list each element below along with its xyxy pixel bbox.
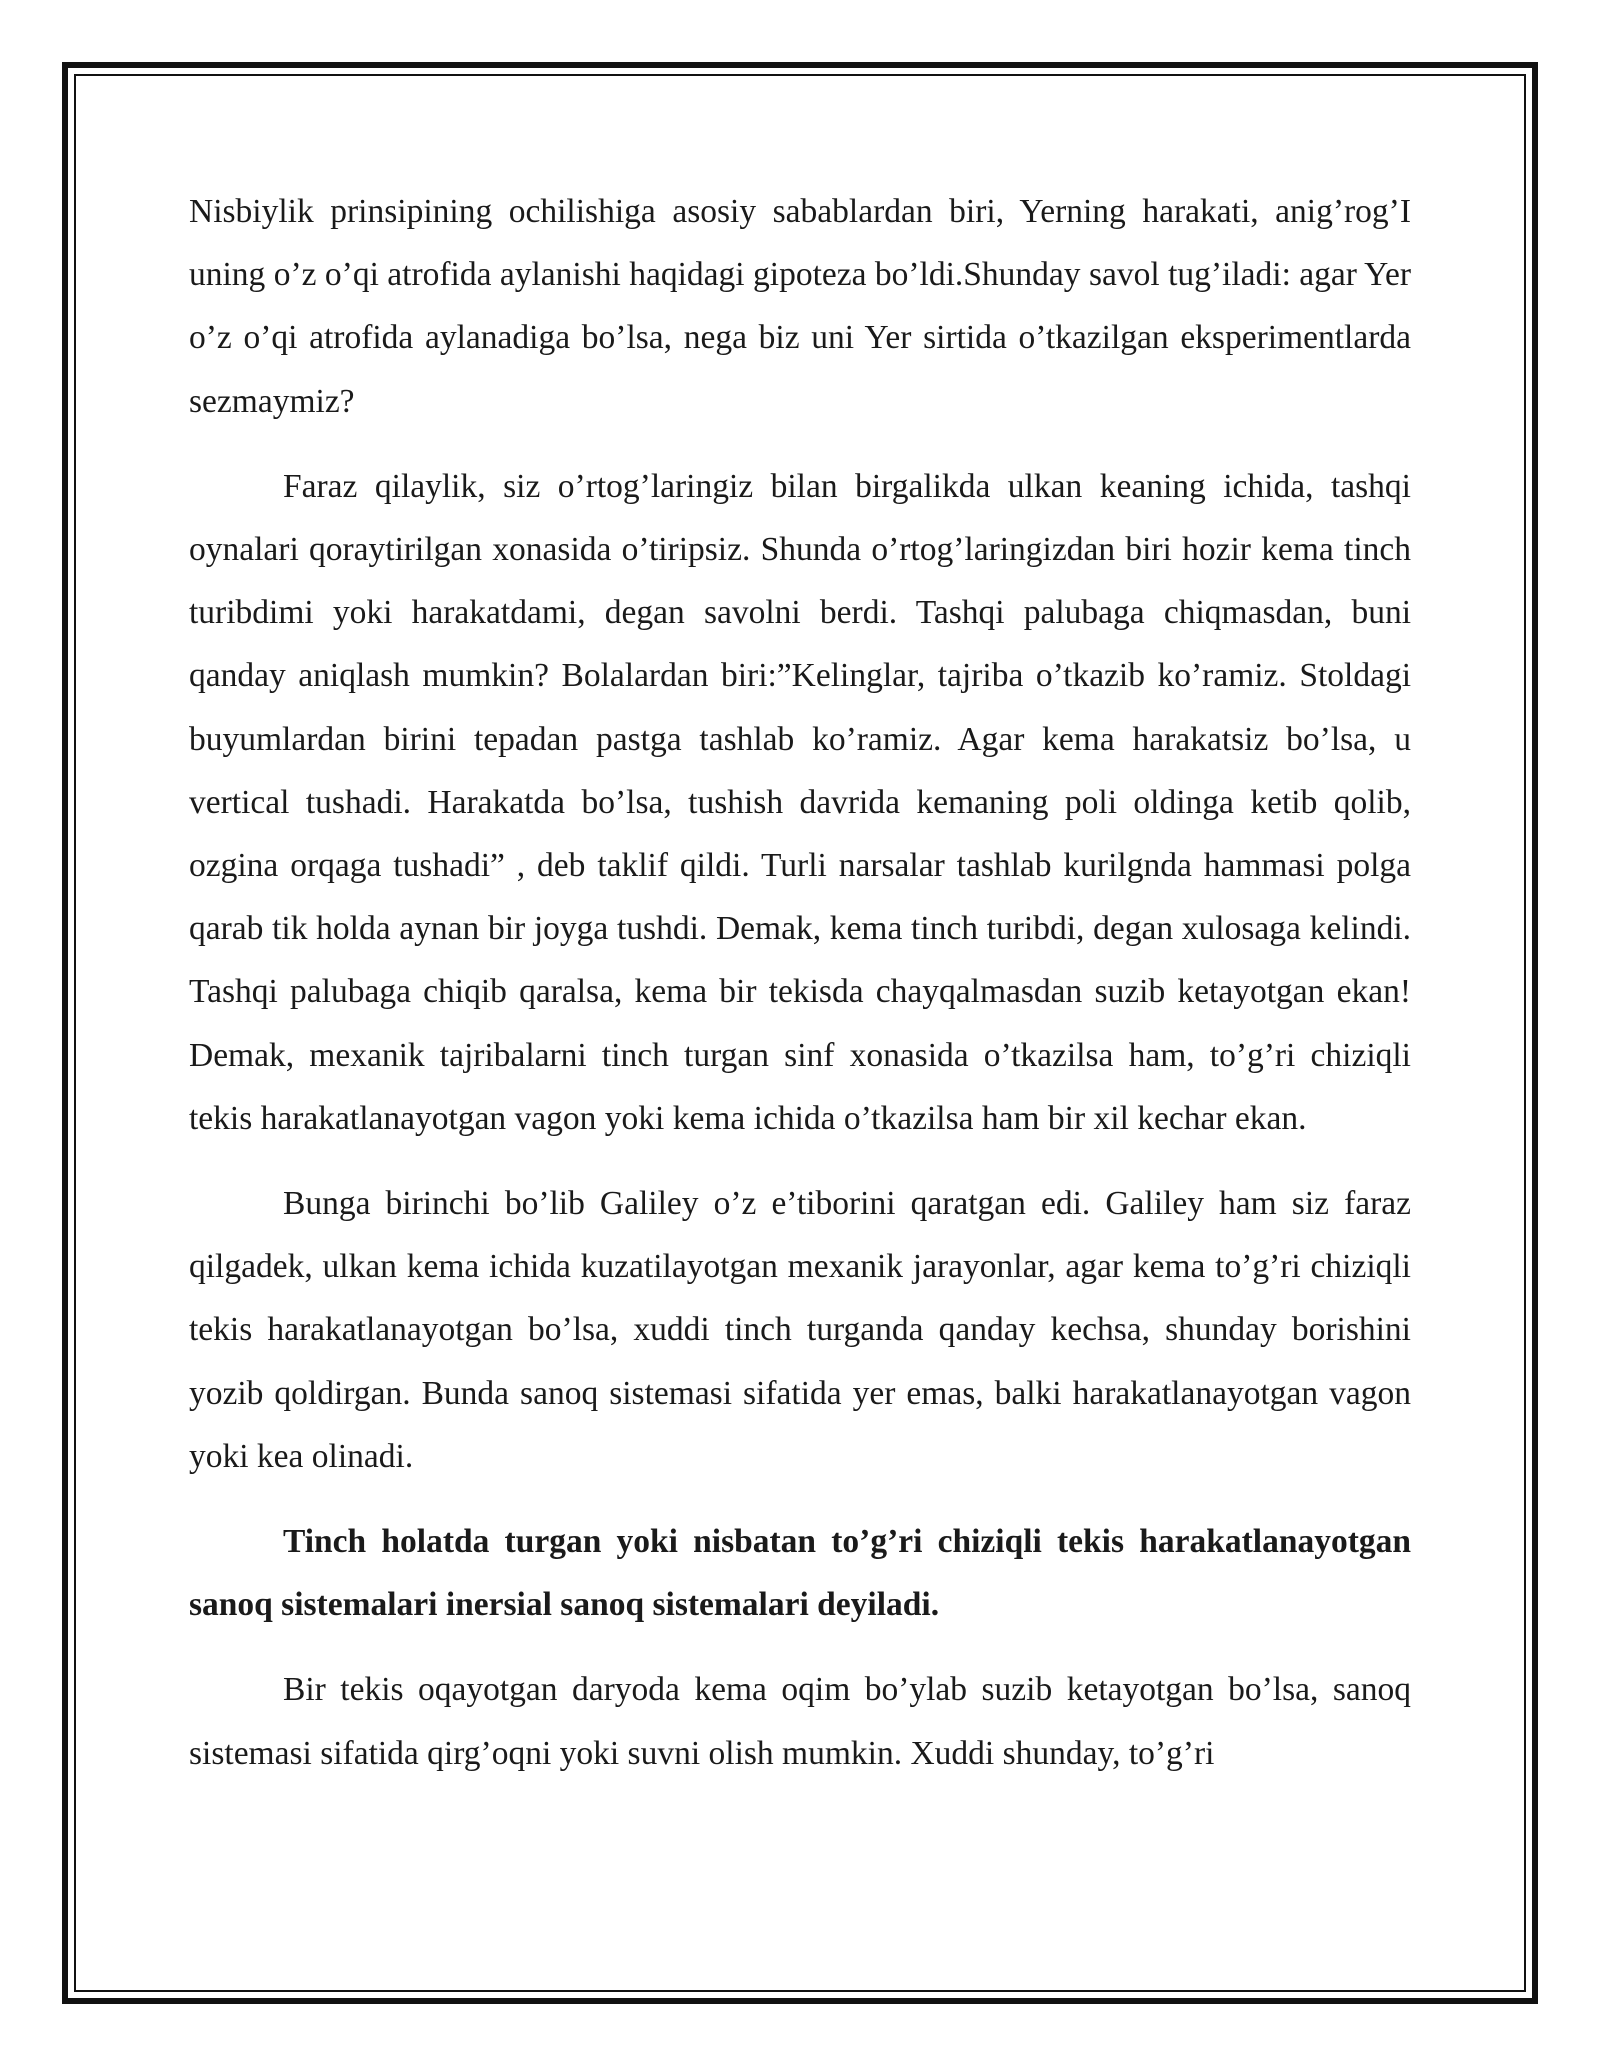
page-body — [189, 180, 1411, 1807]
paragraph-river: Bir tekis oqayotgan daryoda kema oqim bo’ylab suzib ketayotgan bo’lsa, sanoq sistemasi sifatida qirg’oqni yoki suvni olish mumkin. Xuddi shunday, to’g’ri — [189, 1671, 1411, 1772]
paragraph-intro: Nisbiylik prinsipining ochilishiga asosiy sabablardan biri, Yerning harakati, anig’rog’I uning o’z o’qi atrofida aylanishi haqidagi gipoteza bo’ldi.Shunday savol tug’iladi: agar Yer o’z o’qi atrofida aylanadiga bo’lsa, nega biz uni Yer sirtida o’tkazilgan eksperimentlarda sezmaymiz? — [189, 193, 1411, 420]
paragraph-galileo: Bunga birinchi bo’lib Galiley o’z e’tiborini qaratgan edi. Galiley ham siz faraz qilgadek, ulkan kema ichida kuzatilayotgan mexanik jarayonlar, agar kema to’g’ri chiziqli tekis harakatlanayotgan bo’lsa, xuddi tinch turganda qanday kechsa, shunday borishini yozib qoldirgan. Bunda sanoq sistemasi sifatida yer emas, balki harakatlanayotgan vagon yoki kea olinadi. — [189, 1185, 1411, 1475]
paragraph-definition: Tinch holatda turgan yoki nisbatan to’g’ri chiziqli tekis harakatlanayotgan sanoq sistemalari inersial sanoq sistemalari deyiladi. — [189, 1523, 1411, 1624]
paragraph-ship-experiment: Faraz qilaylik, siz o’rtog’laringiz bilan birgalikda ulkan keaning ichida, tashqi oynalari qoraytirilgan xonasida o’tiripsiz. Shunda o’rtog’laringizdan biri hozir kema tinch turibdimi yoki harakatdami, degan savolni berdi. Tashqi palubaga chiqmasdan, buni qanday aniqlash mumkin? Bolalardan biri:”Kelinglar, tajriba o’tkazib ko’ramiz. Stoldagi buyumlardan birini tepadan pastga tashlab ko’ramiz. Agar kema harakatsiz bo’lsa, u vertical tushadi. Harakatda bo’lsa, tushish davrida kemaning poli oldinga ketib qolib, ozgina orqaga tushadi” , deb taklif qildi. Turli narsalar tashlab kurilgnda hammasi polga qarab tik holda aynan bir joyga tushdi. Demak, kema tinch turibdi, degan xulosaga kelindi. Tashqi palubaga chiqib qaralsa, kema bir tekisda chayqalmasdan suzib ketayotgan ekan! Demak, mexanik tajribalarni tinch turgan sinf xonasida o’tkazilsa ham, to’g’ri chiziqli tekis harakatlanayotgan vagon yoki kema ichida o’tkazilsa ham bir xil kechar ekan. — [189, 467, 1411, 1137]
